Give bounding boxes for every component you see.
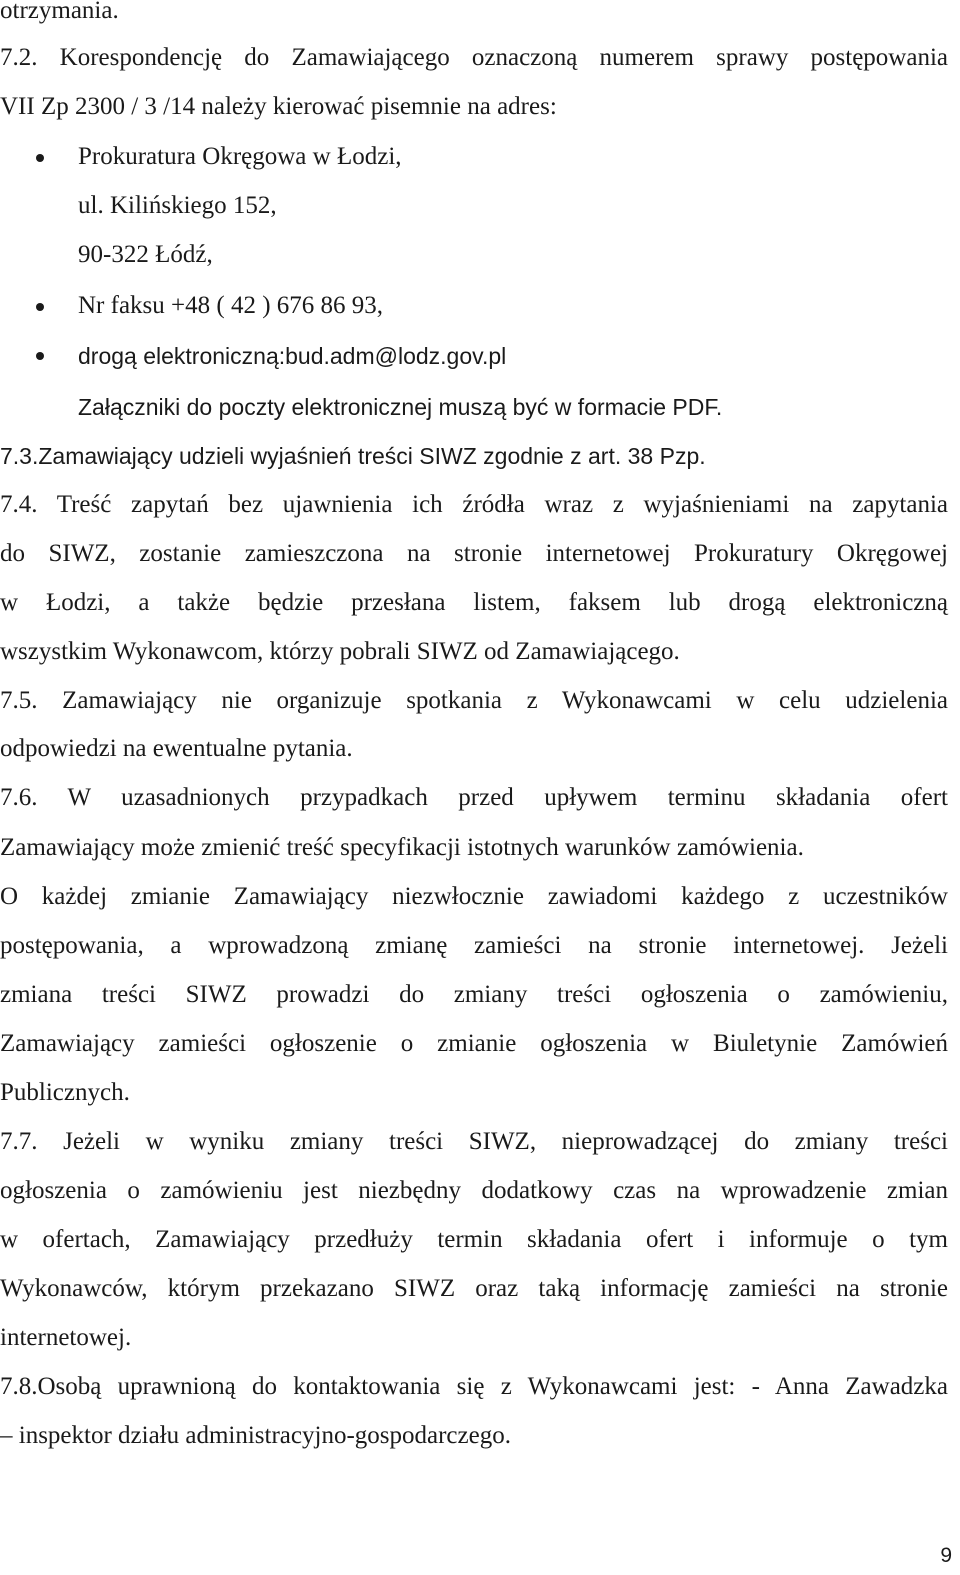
section-7-4-line: wszystkim Wykonawcom, którzy pobrali SIWZ od Zamawiającego.	[0, 638, 680, 665]
address-line: 90-322 Łódź,	[78, 241, 213, 268]
text-line: otrzymania.	[0, 0, 119, 24]
fax-line: Nr faksu +48 ( 42 ) 676 86 93,	[78, 292, 384, 319]
section-7-5-line: odpowiedzi na ewentualne pytania.	[0, 735, 353, 762]
section-7-6-line: 7.6. W uzasadnionych przypadkach przed upływem terminu składania ofert	[0, 784, 948, 811]
section-7-7-line: ogłoszenia o zamówieniu jest niezbędny dodatkowy czas na wprowadzenie zmian	[0, 1177, 948, 1204]
address-line: ul. Kilińskiego 152,	[78, 192, 277, 219]
section-7-6-line: Zamawiający może zmienić treść specyfikacji istotnych warunków zamówienia.	[0, 834, 804, 861]
email-line: drogą elektroniczną:bud.adm@lodz.gov.pl	[78, 343, 507, 369]
bullet-icon	[36, 303, 44, 311]
section-7-8-line: – inspektor działu administracyjno-gospodarczego.	[0, 1422, 511, 1449]
section-7-8-line: 7.8.Osobą uprawnioną do kontaktowania się z Wykonawcami jest: - Anna Zawadzka	[0, 1373, 948, 1400]
section-7-7-line: internetowej.	[0, 1324, 132, 1351]
section-7-7-line: 7.7. Jeżeli w wyniku zmiany treści SIWZ, nieprowadzącej do zmiany treści	[0, 1128, 948, 1155]
section-7-4-line: 7.4. Treść zapytań bez ujawnienia ich źródła wraz z wyjaśnieniami na zapytania	[0, 491, 948, 518]
section-7-6-line: O każdej zmianie Zamawiający niezwłocznie zawiadomi każdego z uczestników	[0, 883, 948, 910]
section-7-2-heading: 7.2. Korespondencję do Zamawiającego oznaczoną numerem sprawy postępowania	[0, 44, 948, 71]
address-line: Prokuratura Okręgowa w Łodzi,	[78, 143, 402, 170]
section-7-5-line: 7.5. Zamawiający nie organizuje spotkania z Wykonawcami w celu udzielenia	[0, 687, 948, 714]
section-7-6-line: postępowania, a wprowadzoną zmianę zamieści na stronie internetowej. Jeżeli	[0, 932, 948, 959]
section-7-6-line: Publicznych.	[0, 1079, 130, 1106]
section-7-7-line: w ofertach, Zamawiający przedłuży termin składania ofert i informuje o tym	[0, 1226, 948, 1253]
bullet-icon	[36, 352, 44, 360]
section-7-4-line: do SIWZ, zostanie zamieszczona na stronie internetowej Prokuratury Okręgowej	[0, 540, 948, 567]
section-7-3: 7.3.Zamawiający udzieli wyjaśnień treści SIWZ zgodnie z art. 38 Pzp.	[0, 443, 706, 469]
bullet-icon	[36, 154, 44, 162]
section-7-6-line: Zamawiający zamieści ogłoszenie o zmianie ogłoszenia w Biuletynie Zamówień	[0, 1030, 948, 1057]
section-7-7-line: Wykonawców, którym przekazano SIWZ oraz taką informację zamieści na stronie	[0, 1275, 948, 1302]
section-7-4-line: w Łodzi, a także będzie przesłana listem, faksem lub drogą elektroniczną	[0, 589, 948, 616]
section-7-6-line: zmiana treści SIWZ prowadzi do zmiany treści ogłoszenia o zamówieniu,	[0, 981, 948, 1008]
attachments-note: Załączniki do poczty elektronicznej muszą być w formacie PDF.	[78, 394, 723, 420]
text-line: VII Zp 2300 / 3 /14 należy kierować pisemnie na adres:	[0, 93, 557, 120]
page-number: 9	[940, 1544, 952, 1567]
